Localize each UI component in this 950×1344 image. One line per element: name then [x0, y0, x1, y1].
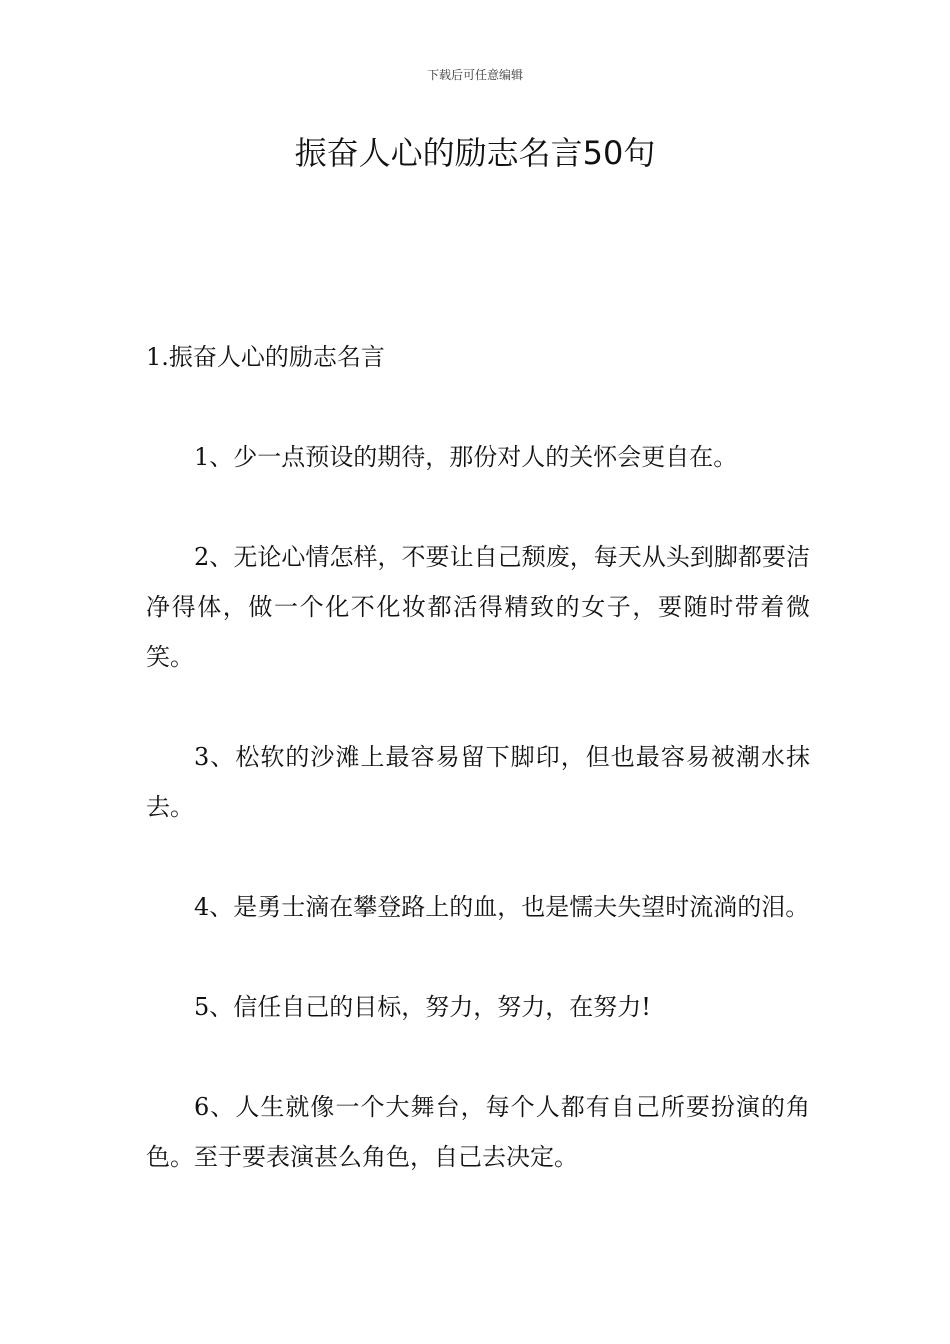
quote-2: 2、无论心情怎样，不要让自己颓废，每天从头到脚都要洁净得体，做一个化不化妆都活得精致的女子，要随时带着微笑。	[146, 543, 810, 671]
quote-4: 4、是勇士滴在攀登路上的血，也是懦夫失望时流淌的泪。	[194, 893, 810, 921]
quote-5: 5、信任自己的目标，努力，努力，在努力!	[194, 993, 651, 1021]
section-heading: 1.振奋人心的励志名言	[146, 343, 385, 371]
quote-3: 3、松软的沙滩上最容易留下脚印，但也最容易被潮水抹去。	[146, 743, 810, 821]
document-title: 振奋人心的励志名言50句	[294, 134, 656, 172]
quote-1: 1、少一点预设的期待，那份对人的关怀会更自在。	[194, 443, 738, 471]
header-note: 下载后可任意编辑	[426, 68, 523, 82]
quote-6: 6、人生就像一个大舞台，每个人都有自己所要扮演的角色。至于要表演甚么角色，自己去决定。	[146, 1093, 810, 1171]
document-body	[146, 332, 810, 1232]
